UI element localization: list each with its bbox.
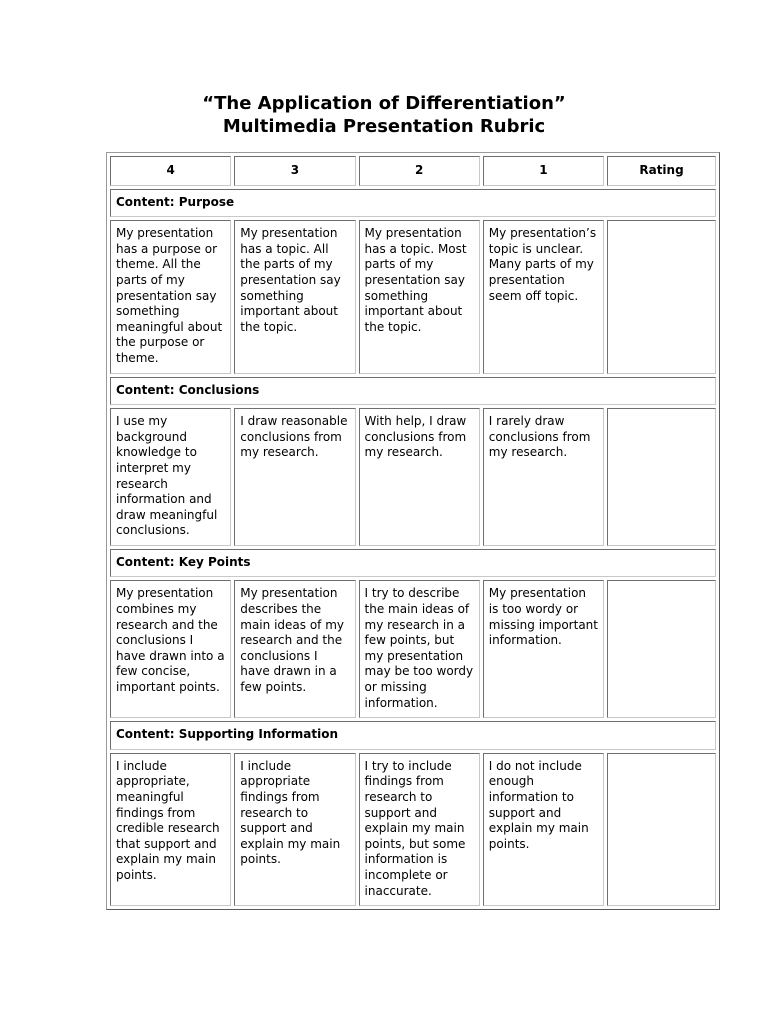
- header-cell-4: 4: [110, 156, 231, 186]
- cell-rating: [607, 408, 716, 546]
- criteria-row-key-points: [110, 580, 716, 718]
- section-row-supporting-information: [110, 721, 716, 750]
- header-cell-3: 3: [234, 156, 355, 186]
- cell-score-1: My presentation is too wordy or missing important information.: [483, 580, 604, 718]
- cell-score-2: I try to include findings from research to support and explain my main points, but some information is incomplete or inaccurate.: [359, 753, 480, 906]
- cell-score-4: My presentation combines my research and the conclusions I have drawn into a few concise, important points.: [110, 580, 231, 718]
- cell-score-2: With help, I draw conclusions from my research.: [359, 408, 480, 546]
- cell-score-4: My presentation has a purpose or theme. All the parts of my presentation say something meaningful about the purpose or theme.: [110, 220, 231, 373]
- cell-score-2: My presentation has a topic. Most parts of my presentation say something important about the topic.: [359, 220, 480, 373]
- header-row: [110, 156, 716, 186]
- cell-score-3: I draw reasonable conclusions from my research.: [234, 408, 355, 546]
- cell-score-1: I do not include enough information to support and explain my main points.: [483, 753, 604, 906]
- cell-rating: [607, 753, 716, 906]
- rubric-table: [106, 152, 720, 910]
- section-heading: Content: Conclusions: [110, 377, 716, 406]
- criteria-row-supporting-information: [110, 753, 716, 906]
- cell-rating: [607, 220, 716, 373]
- cell-rating: [607, 580, 716, 718]
- cell-score-4: I use my background knowledge to interpret my research information and draw meaningful conclusions.: [110, 408, 231, 546]
- cell-score-3: My presentation describes the main ideas of my research and the conclusions I have drawn in a few points.: [234, 580, 355, 718]
- cell-score-3: My presentation has a topic. All the parts of my presentation say something important about the topic.: [234, 220, 355, 373]
- section-heading: Content: Key Points: [110, 549, 716, 578]
- cell-score-1: I rarely draw conclusions from my research.: [483, 408, 604, 546]
- section-row-purpose: [110, 189, 716, 218]
- section-heading: Content: Supporting Information: [110, 721, 716, 750]
- document-title: [0, 92, 768, 138]
- section-row-key-points: [110, 549, 716, 578]
- criteria-row-conclusions: [110, 408, 716, 546]
- cell-score-4: I include appropriate, meaningful findings from credible research that support and explain my main points.: [110, 753, 231, 906]
- criteria-row-purpose: [110, 220, 716, 373]
- header-cell-1: 1: [483, 156, 604, 186]
- title-line-1: “The Application of Differentiation”: [202, 93, 566, 114]
- header-cell-rating: Rating: [607, 156, 716, 186]
- title-line-2: Multimedia Presentation Rubric: [222, 116, 546, 137]
- cell-score-1: My presentation’s topic is unclear. Many parts of my presentation seem off topic.: [483, 220, 604, 373]
- cell-score-3: I include appropriate findings from research to support and explain my main points.: [234, 753, 355, 906]
- header-cell-2: 2: [359, 156, 480, 186]
- section-row-conclusions: [110, 377, 716, 406]
- section-heading: Content: Purpose: [110, 189, 716, 218]
- cell-score-2: I try to describe the main ideas of my research in a few points, but my presentation may be too wordy or missing information.: [359, 580, 480, 718]
